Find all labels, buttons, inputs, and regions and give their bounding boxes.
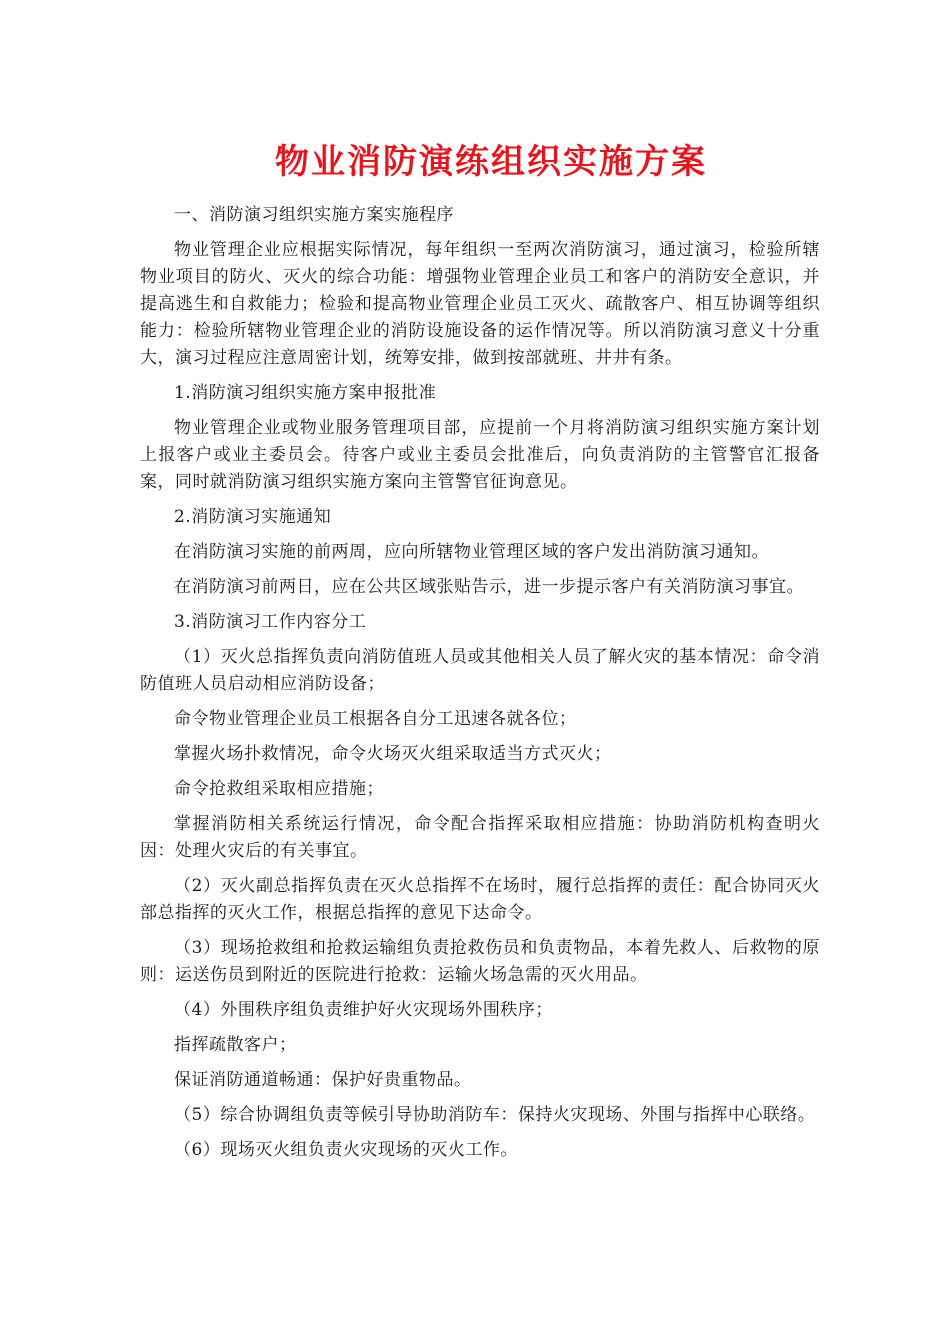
list-item: （5）综合协调组负责等候引导协助消防车：保持火灾现场、外围与指挥中心联络。 <box>174 1105 816 1125</box>
paragraph: 掌握消防相关系统运行情况，命令配合指挥采取相应措施：协助消防机构查明火因：处理火灾后的有关事宜。 <box>140 814 820 861</box>
list-item: （6）现场灭火组负责火灾现场的灭火工作。 <box>174 1140 518 1160</box>
subsection-heading: 3.消防演习工作内容分工 <box>174 612 367 632</box>
list-item: （2）灭火副总指挥负责在灭火总指挥不在场时，履行总指挥的责任：配合协同灭火部总指挥的灭火工作，根据总指挥的意见下达命令。 <box>140 876 820 923</box>
paragraph: 在消防演习实施的前两周，应向所辖物业管理区域的客户发出消防演习通知。 <box>174 542 769 562</box>
paragraph: 保证消防通道畅通：保护好贵重物品。 <box>174 1070 472 1090</box>
paragraph: 物业管理企业应根据实际情况，每年组织一至两次消防演习，通过演习，检验所辖物业项目的防火、灭火的综合功能：增强物业管理企业员工和客户的消防安全意识，并提高逃生和自救能力；检验和提高物业管理企业员工灭火、疏散客户、相互协调等组织能力：检验所辖物业管理企业的消防设施设备的运作情况等。所以消防演习意义十分重大，演习过程应注意周密计划，统筹安排，做到按部就班、井井有条。 <box>140 240 820 368</box>
paragraph: 掌握火场扑救情况，命令火场灭火组采取适当方式灭火； <box>174 744 612 764</box>
paragraph: 指挥疏散客户； <box>174 1035 297 1055</box>
document-title: 物业消防演练组织实施方案 <box>275 142 707 182</box>
list-item: （4）外围秩序组负责维护好火灾现场外围秩序； <box>174 1000 553 1020</box>
list-item: （3）现场抢救组和抢救运输组负责抢救伤员和负责物品，本着先救人、后救物的原则：运送伤员到附近的医院进行抢救：运输火场急需的灭火用品。 <box>140 938 820 985</box>
subsection-heading: 2.消防演习实施通知 <box>174 507 332 527</box>
paragraph: 物业管理企业或物业服务管理项目部，应提前一个月将消防演习组织实施方案计划上报客户或业主委员会。待客户或业主委员会批准后，向负责消防的主管警官汇报备案，同时就消防演习组织实施方案向主管警官征询意见。 <box>140 418 820 492</box>
paragraph: 在消防演习前两日，应在公共区域张贴告示，进一步提示客户有关消防演习事宜。 <box>174 577 804 597</box>
subsection-heading: 1.消防演习组织实施方案申报批准 <box>174 383 437 403</box>
list-item: （1）灭火总指挥负责向消防值班人员或其他相关人员了解火灾的基本情况：命令消防值班人员启动相应消防设备； <box>140 647 820 694</box>
document-page <box>140 130 820 1172</box>
section-heading: 一、消防演习组织实施方案实施程序 <box>174 205 454 225</box>
paragraph: 命令抢救组采取相应措施； <box>174 779 384 799</box>
paragraph: 命令物业管理企业员工根据各自分工迅速各就各位； <box>174 709 577 729</box>
